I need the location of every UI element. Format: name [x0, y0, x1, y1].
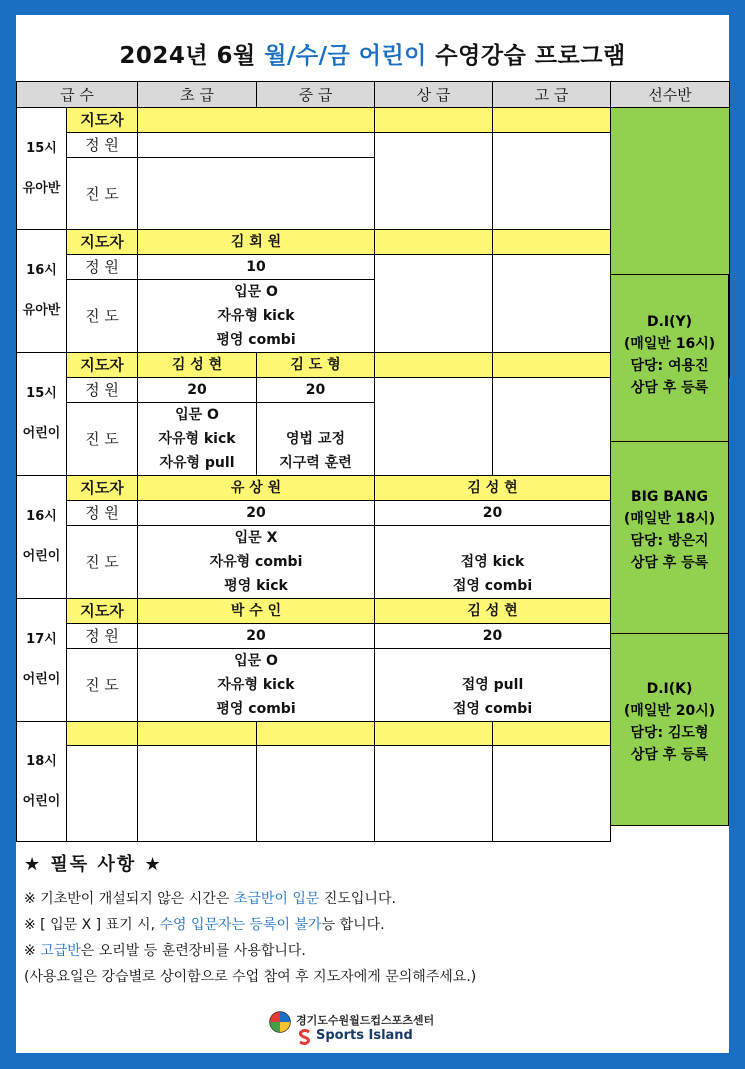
instructor-cell: [375, 230, 493, 255]
slot-time-group: 15시 어린이: [17, 353, 67, 476]
instructor-cell: 김 도 형: [257, 353, 375, 378]
slot-time-group: 16시 유아반: [17, 230, 67, 353]
capacity-label: 정 원: [67, 133, 138, 158]
empty-cell: [375, 255, 493, 353]
instructor-cell: [493, 353, 611, 378]
progress-cell: 접영 pull 접영 combi: [375, 649, 611, 722]
sports-center-logo: [266, 1010, 466, 1050]
progress-cell: 입문 O 자유형 kick 자유형 pull: [138, 403, 257, 476]
instructor-cell: 김 회 원: [138, 230, 375, 255]
empty-cell: [493, 255, 611, 353]
empty-cell: [138, 746, 257, 842]
instructor-label: 지도자: [67, 476, 138, 501]
instructor-cell: 김 성 현: [138, 353, 257, 378]
athlete-column: [610, 274, 729, 826]
slot-time-group: 16시 어린이: [17, 476, 67, 599]
progress-cell: 접영 kick 접영 combi: [375, 526, 611, 599]
capacity-cell: 20: [375, 501, 611, 526]
title-highlight: 월/수/금 어린이: [264, 43, 427, 69]
header-intermediate: 중 급: [257, 82, 375, 108]
header-athlete: 선수반: [611, 82, 730, 108]
capacity-label: 정 원: [67, 378, 138, 403]
instructor-cell: [375, 353, 493, 378]
notes-heading: ★ 필독 사항 ★: [24, 854, 163, 875]
notes-section: [24, 850, 724, 990]
progress-cell: 입문 X 자유형 combi 평영 kick: [138, 526, 375, 599]
progress-cell: 영법 교정 지구력 훈련: [257, 403, 375, 476]
progress-cell: 입문 O 자유형 kick 평영 combi: [138, 280, 375, 353]
slot-time-group: 18시 어린이: [17, 722, 67, 842]
note-line-2: ※ [ 입문 X ] 표기 시, 수영 입문자는 등록이 불가능 합니다.: [24, 917, 385, 933]
slot-time-group: 15시 유아반: [17, 108, 67, 230]
empty-cell: [375, 378, 493, 476]
instructor-cell: 유 상 원: [138, 476, 375, 501]
instructor-cell: 김 성 현: [375, 599, 611, 624]
progress-label: 진 도: [67, 280, 138, 353]
progress-cell: [138, 158, 375, 230]
empty-cell: [493, 746, 611, 842]
capacity-cell: 20: [375, 624, 611, 649]
header-grade: 급 수: [17, 82, 138, 108]
instructor-label: 지도자: [67, 599, 138, 624]
capacity-cell: 10: [138, 255, 375, 280]
note-line-3: ※ 고급반은 오리발 등 훈련장비를 사용합니다.: [24, 943, 306, 959]
instructor-cell: [375, 108, 493, 133]
instructor-cell: 박 수 인: [138, 599, 375, 624]
capacity-cell: 20: [138, 501, 375, 526]
instructor-label: 지도자: [67, 108, 138, 133]
header-beginner: 초 급: [138, 82, 257, 108]
instructor-cell: [257, 722, 375, 746]
capacity-cell: 20: [257, 378, 375, 403]
note-line-4: (사용요일은 강습별로 상이함으로 수업 참여 후 지도자에게 문의해주세요.): [24, 969, 477, 985]
note-line-1: ※ 기초반이 개설되지 않은 시간은 초급반이 입문 진도입니다.: [24, 891, 396, 907]
logo-brand: Sports Island: [316, 1028, 413, 1043]
athlete-team-bigbang: BIG BANG (매일반 18시) 담당: 방은지 상담 후 등록: [611, 442, 728, 634]
athlete-team-diy: D.I(Y) (매일반 16시) 담당: 여용진 상담 후 등록: [611, 274, 728, 442]
progress-label: 진 도: [67, 526, 138, 599]
logo-name: 경기도수원월드컵스포츠센터: [296, 1014, 435, 1027]
capacity-cell: 20: [138, 624, 375, 649]
empty-cell: [493, 133, 611, 230]
empty-cell: [257, 746, 375, 842]
ball-logo-icon: [268, 1010, 292, 1034]
capacity-cell: 20: [138, 378, 257, 403]
empty-cell: [67, 746, 138, 842]
progress-label: 진 도: [67, 158, 138, 230]
instructor-cell: [138, 722, 257, 746]
slot-time-group: 17시 어린이: [17, 599, 67, 722]
instructor-cell: [138, 108, 375, 133]
progress-label: 진 도: [67, 649, 138, 722]
schedule-page: [16, 15, 729, 1053]
instructor-cell: [375, 722, 493, 746]
progress-label: 진 도: [67, 403, 138, 476]
instructor-cell: 김 성 현: [375, 476, 611, 501]
title-prefix: 2024년 6월: [119, 43, 265, 69]
athlete-team-dik: D.I(K) (매일반 20시) 담당: 김도형 상담 후 등록: [623, 681, 716, 763]
header-expert: 고 급: [493, 82, 611, 108]
instructor-label: 지도자: [67, 353, 138, 378]
empty-cell: [375, 133, 493, 230]
instructor-label: 지도자: [67, 230, 138, 255]
header-advanced: 상 급: [375, 82, 493, 108]
empty-cell: [493, 378, 611, 476]
capacity-label: 정 원: [67, 624, 138, 649]
capacity-label: 정 원: [67, 501, 138, 526]
capacity-label: 정 원: [67, 255, 138, 280]
progress-cell: 입문 O 자유형 kick 평영 combi: [138, 649, 375, 722]
page-title: [16, 37, 729, 70]
capacity-cell: [138, 133, 375, 158]
s-brand-icon: [298, 1029, 312, 1045]
instructor-cell: [493, 722, 611, 746]
title-suffix: 수영강습 프로그램: [426, 43, 626, 69]
instructor-cell: [67, 722, 138, 746]
instructor-cell: [493, 230, 611, 255]
empty-cell: [375, 746, 493, 842]
instructor-cell: [493, 108, 611, 133]
